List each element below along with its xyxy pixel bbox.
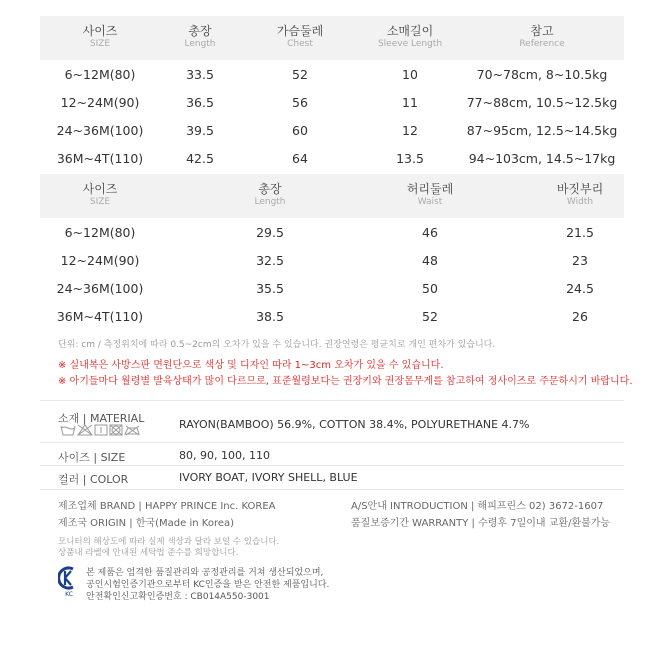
cell-length: 36.5 xyxy=(186,95,214,110)
table-row xyxy=(40,303,624,331)
cell-length: 32.5 xyxy=(256,253,284,268)
kc-logo-text: KC xyxy=(65,591,73,598)
cell-waist: 52 xyxy=(422,309,438,324)
kc-line-1: 본 제품은 엄격한 품질관리와 공정관리를 거쳐 생산되었으며, xyxy=(86,568,324,578)
cell-chest: 56 xyxy=(292,95,308,110)
cell-length: 29.5 xyxy=(256,225,284,240)
header-size: 사이즈 SIZE xyxy=(82,182,118,207)
no-bleach-icon xyxy=(78,425,92,435)
cell-length: 39.5 xyxy=(186,123,214,138)
cell-reference: 94~103cm, 14.5~17kg xyxy=(468,151,616,166)
cell-width: 23 xyxy=(572,253,588,268)
table-row xyxy=(40,275,624,303)
header-chest: 가슴둘레 Chest xyxy=(276,24,324,49)
table-row xyxy=(40,247,624,275)
cell-width: 24.5 xyxy=(566,281,594,296)
header-reference: 참고 Reference xyxy=(519,24,565,49)
cell-width: 26 xyxy=(572,309,588,324)
cell-size: 12~24M(90) xyxy=(60,253,140,268)
care-icons xyxy=(60,423,140,437)
cell-length: 35.5 xyxy=(256,281,284,296)
cell-waist: 50 xyxy=(422,281,438,296)
header-width: 바짓부리 Width xyxy=(556,182,604,207)
table-header xyxy=(40,16,624,60)
table-row xyxy=(40,145,624,173)
kc-line-3: 안전확인신고확인증번호 : CB014A550-3001 xyxy=(86,592,270,602)
divider xyxy=(40,400,624,401)
cell-chest: 64 xyxy=(292,151,308,166)
cell-size: 12~24M(90) xyxy=(60,95,140,110)
cell-length: 42.5 xyxy=(186,151,214,166)
cell-size: 6~12M(80) xyxy=(64,67,136,82)
cell-length: 38.5 xyxy=(256,309,284,324)
color-label: 컬러 | COLOR xyxy=(58,473,129,486)
table-row xyxy=(40,219,624,247)
cell-size: 24~36M(100) xyxy=(56,123,144,138)
disclaimer-line-2: 상품내 라벨에 안내된 세탁법 준수를 희망합니다. xyxy=(58,548,239,558)
no-iron-icon xyxy=(125,426,139,435)
divider xyxy=(40,489,624,490)
size-table-top xyxy=(40,16,624,172)
disclaimer-line-1: 모니터의 해상도에 따라 실제 색상과 달라 보일 수 있습니다. xyxy=(58,537,280,547)
size-table-bottom xyxy=(40,174,624,334)
wash-icon xyxy=(61,426,75,435)
cell-waist: 46 xyxy=(422,225,438,240)
cell-reference: 77~88cm, 10.5~12.5kg xyxy=(466,95,618,110)
cell-sleeve: 13.5 xyxy=(396,151,424,166)
cell-width: 21.5 xyxy=(566,225,594,240)
cell-chest: 52 xyxy=(292,67,308,82)
warning-note-2: ※ 아기들마다 월령별 발육상태가 많이 다르므로, 표준월령보다는 권장키와 권장몸무게를 참고하여 정사이즈로 주문하시기 바랍니다. xyxy=(58,376,633,387)
size-value: 80, 90, 100, 110 xyxy=(179,449,270,462)
cell-size: 36M~4T(110) xyxy=(56,309,144,324)
material-value: RAYON(BAMBOO) 56.9%, COTTON 38.4%, POLYURETHANE 4.7% xyxy=(179,418,530,431)
cell-size: 6~12M(80) xyxy=(64,225,136,240)
cell-size: 36M~4T(110) xyxy=(56,151,144,166)
unit-note: 단위: cm / 측정위치에 따라 0.5~2cm의 오차가 있을 수 있습니다. 권장연령은 평균치로 개인 편차가 있습니다. xyxy=(58,340,496,350)
table-row xyxy=(40,117,624,145)
divider xyxy=(40,465,624,466)
brand-info: 제조업체 BRAND | HAPPY PRINCE Inc. KOREA xyxy=(58,501,276,512)
warranty-info: 품질보증기간 WARRANTY | 수령후 7일이내 교환/환불가능 xyxy=(351,518,611,529)
header-length: 총장 Length xyxy=(254,182,286,207)
warning-note-1: ※ 실내복은 사방스판 면원단으로 색상 및 디자인 따라 1~3cm 오차가 있을 수 있습니다. xyxy=(58,360,444,371)
kc-line-2: 공인시험인증기관으로부터 KC인증을 받은 안전한 제품입니다. xyxy=(86,580,330,590)
dry-icon xyxy=(95,425,107,435)
as-info: A/S안내 INTRODUCTION | 해피프린스 02) 3672-1607 xyxy=(351,501,604,512)
cell-sleeve: 12 xyxy=(402,123,418,138)
kc-mark-icon xyxy=(58,566,80,598)
table-header xyxy=(40,174,624,218)
cell-reference: 87~95cm, 12.5~14.5kg xyxy=(466,123,618,138)
cell-length: 33.5 xyxy=(186,67,214,82)
material-label: 소재 | MATERIAL xyxy=(58,412,145,425)
header-length: 총장 Length xyxy=(184,24,216,49)
cell-sleeve: 11 xyxy=(402,95,418,110)
header-waist: 허리둘레 Waist xyxy=(406,182,454,207)
divider xyxy=(40,442,624,443)
header-sleeve: 소매길이 Sleeve Length xyxy=(377,24,443,49)
cell-chest: 60 xyxy=(292,123,308,138)
color-value: IVORY BOAT, IVORY SHELL, BLUE xyxy=(179,471,358,484)
no-tumble-icon xyxy=(110,425,122,435)
header-size: 사이즈 SIZE xyxy=(82,24,118,49)
origin-info: 제조국 ORIGIN | 한국(Made in Korea) xyxy=(58,518,235,529)
table-row xyxy=(40,61,624,89)
table-row xyxy=(40,89,624,117)
size-label: 사이즈 | SIZE xyxy=(58,451,126,464)
cell-sleeve: 10 xyxy=(402,67,418,82)
cell-waist: 48 xyxy=(422,253,438,268)
cell-size: 24~36M(100) xyxy=(56,281,144,296)
cell-reference: 70~78cm, 8~10.5kg xyxy=(476,67,608,82)
